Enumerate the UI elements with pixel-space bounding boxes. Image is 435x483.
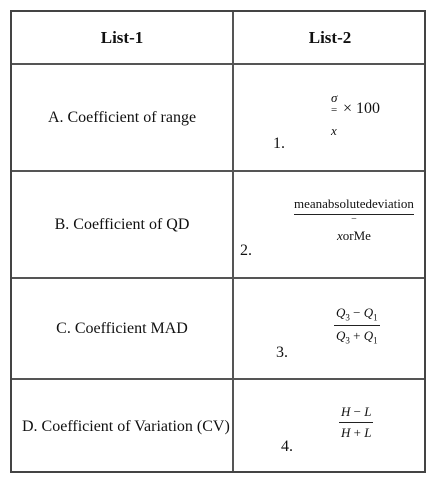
list1-item-c: C. Coefficient MAD [56,319,188,337]
option-number: 1. [273,135,285,152]
option-number: 2. [240,242,252,259]
option-number: 4. [281,438,293,455]
list1-item-d: D. Coefficient of Variation (CV) [22,417,230,435]
match-table [10,10,426,473]
list2-item-4 [234,380,426,473]
formula-range-coefficient: $\frac{H - L}{H + L}$ [341,404,372,440]
list2-item-2 [234,172,426,277]
formula-mean-absolute-deviation: meanabsolutedeviation − xorMe [294,196,414,243]
formula-quartile-coefficient: $\frac{Q_3 - Q_1}{Q_3 + Q_1}$ [336,305,378,346]
header-list-1: List-1 [100,27,144,47]
header-list-2: List-2 [308,27,352,47]
list1-item-b: B. Coefficient of QD [54,215,190,233]
list1-item-a: A. Coefficient of range [47,108,197,126]
option-number: 3. [276,344,288,361]
list2-item-3 [234,279,426,378]
list2-item-1: 1. σ = x × 100 [273,90,381,152]
